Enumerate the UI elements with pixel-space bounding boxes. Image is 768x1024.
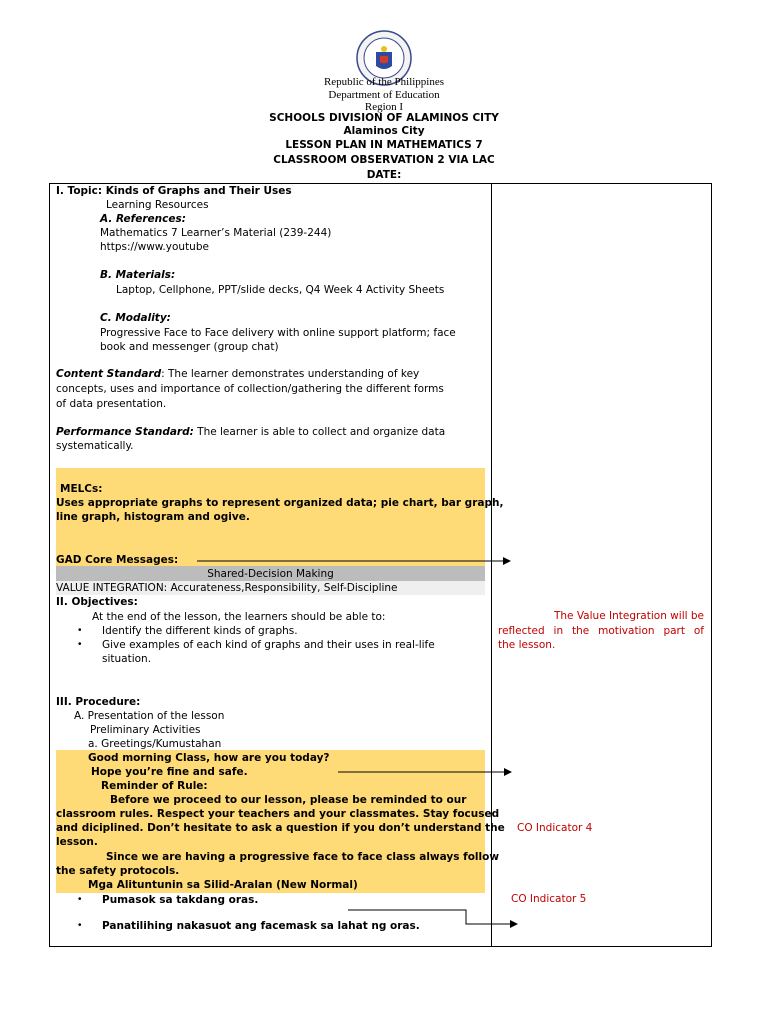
preliminary-activities: Preliminary Activities [90, 724, 201, 736]
rule-bullet-1: • [78, 894, 82, 905]
performance-standard-line-2: systematically. [56, 440, 134, 452]
rule-line-4: lesson. [56, 836, 98, 848]
greetings: a. Greetings/Kumustahan [88, 738, 222, 750]
objective-2b: situation. [102, 653, 152, 665]
value-integration: VALUE INTEGRATION: Accurateness,Responsibility, Self-Discipline [56, 582, 398, 594]
objective-2a: Give examples of each kind of graphs and their uses in real-life [102, 639, 435, 651]
presentation-label: A. Presentation of the lesson [74, 710, 225, 722]
gad-arrow-icon [195, 555, 515, 567]
procedure-label: III. Procedure: [56, 696, 141, 708]
value-note-line-1: The Value Integration will be [553, 610, 704, 622]
materials-label: B. Materials: [100, 269, 176, 281]
content-standard-line-3: of data presentation. [56, 398, 167, 410]
performance-standard-text: The learner is able to collect and organize data [193, 426, 446, 438]
content-standard-text: : The learner demonstrates understanding of key [161, 368, 420, 380]
since-line-2: the safety protocols. [56, 865, 180, 877]
performance-standard-label: Performance Standard: [56, 426, 194, 438]
references-label: A. References: [100, 213, 186, 225]
rule-bullet-2: • [78, 920, 82, 931]
greeting-arrow-icon [336, 766, 516, 778]
value-note-line-2: reflected in the motivation part of [498, 625, 704, 637]
rule-line-3: and diciplined. Don’t hesitate to ask a question if you don’t understand the [56, 822, 505, 834]
header-division: SCHOOLS DIVISION OF ALAMINOS CITY [269, 112, 499, 124]
objective-1: Identify the different kinds of graphs. [102, 625, 298, 637]
value-note-line-3: the lesson. [498, 639, 556, 651]
objectives-intro: At the end of the lesson, the learners should be able to: [92, 611, 386, 623]
modality-line-2: book and messenger (group chat) [100, 341, 279, 353]
hope-line: Hope you’re fine and safe. [91, 766, 248, 778]
header-department: Department of Education [328, 89, 440, 101]
learning-resources: Learning Resources [106, 199, 209, 211]
co-indicator-5: CO Indicator 5 [511, 893, 587, 905]
melcs-line-2: line graph, histogram and ogive. [56, 511, 250, 523]
mga-alituntunin: Mga Alituntunin sa Silid-Aralan (New Normal) [88, 879, 358, 891]
objective-bullet-2: • [78, 639, 82, 650]
reminder-label: Reminder of Rule: [101, 780, 208, 792]
melcs-label: MELCs: [60, 483, 103, 495]
objective-bullet-1: • [78, 625, 82, 636]
topic-label: I. Topic: Kinds of Graphs and Their Uses [56, 185, 292, 197]
since-line-1: Since we are having a progressive face to face class always follow [106, 851, 500, 863]
good-morning: Good morning Class, how are you today? [88, 752, 330, 764]
materials-list: Laptop, Cellphone, PPT/slide decks, Q4 Week 4 Activity Sheets [116, 284, 445, 296]
header-observation: CLASSROOM OBSERVATION 2 VIA LAC [273, 154, 495, 166]
performance-standard [56, 425, 445, 439]
header-region: Region I [364, 101, 404, 113]
reference-2: https://www.youtube [100, 241, 209, 253]
gad-label: GAD Core Messages: [56, 554, 179, 566]
content-standard [56, 367, 419, 381]
header-city: Alaminos City [343, 125, 425, 137]
reference-1: Mathematics 7 Learner’s Material (239-244) [100, 227, 332, 239]
co5-arrow-icon [346, 904, 522, 930]
header-date: DATE: [366, 169, 402, 181]
rule-line-2: classroom rules. Respect your teachers and your classmates. Stay focused [56, 808, 500, 820]
shared-decision-making: Shared-Decision Making [207, 568, 334, 580]
rule-line-1: Before we proceed to our lesson, please be reminded to our [110, 794, 467, 806]
content-standard-label: Content Standard [56, 368, 162, 380]
content-standard-line-2: concepts, uses and importance of collection/gathering the different forms [56, 383, 444, 395]
co-indicator-4: CO Indicator 4 [517, 822, 593, 834]
melcs-line-1: Uses appropriate graphs to represent organized data; pie chart, bar graph, [56, 497, 504, 509]
modality-line-1: Progressive Face to Face delivery with online support platform; face [100, 327, 456, 339]
header-republic: Republic of the Philippines [323, 76, 445, 88]
rule-item-1: Pumasok sa takdang oras. [102, 894, 259, 906]
rule-item-2: Panatilihing nakasuot ang facemask sa lahat ng oras. [102, 920, 420, 932]
header-lesson-plan: LESSON PLAN IN MATHEMATICS 7 [285, 139, 483, 151]
objectives-label: II. Objectives: [56, 596, 138, 608]
modality-label: C. Modality: [100, 312, 171, 324]
